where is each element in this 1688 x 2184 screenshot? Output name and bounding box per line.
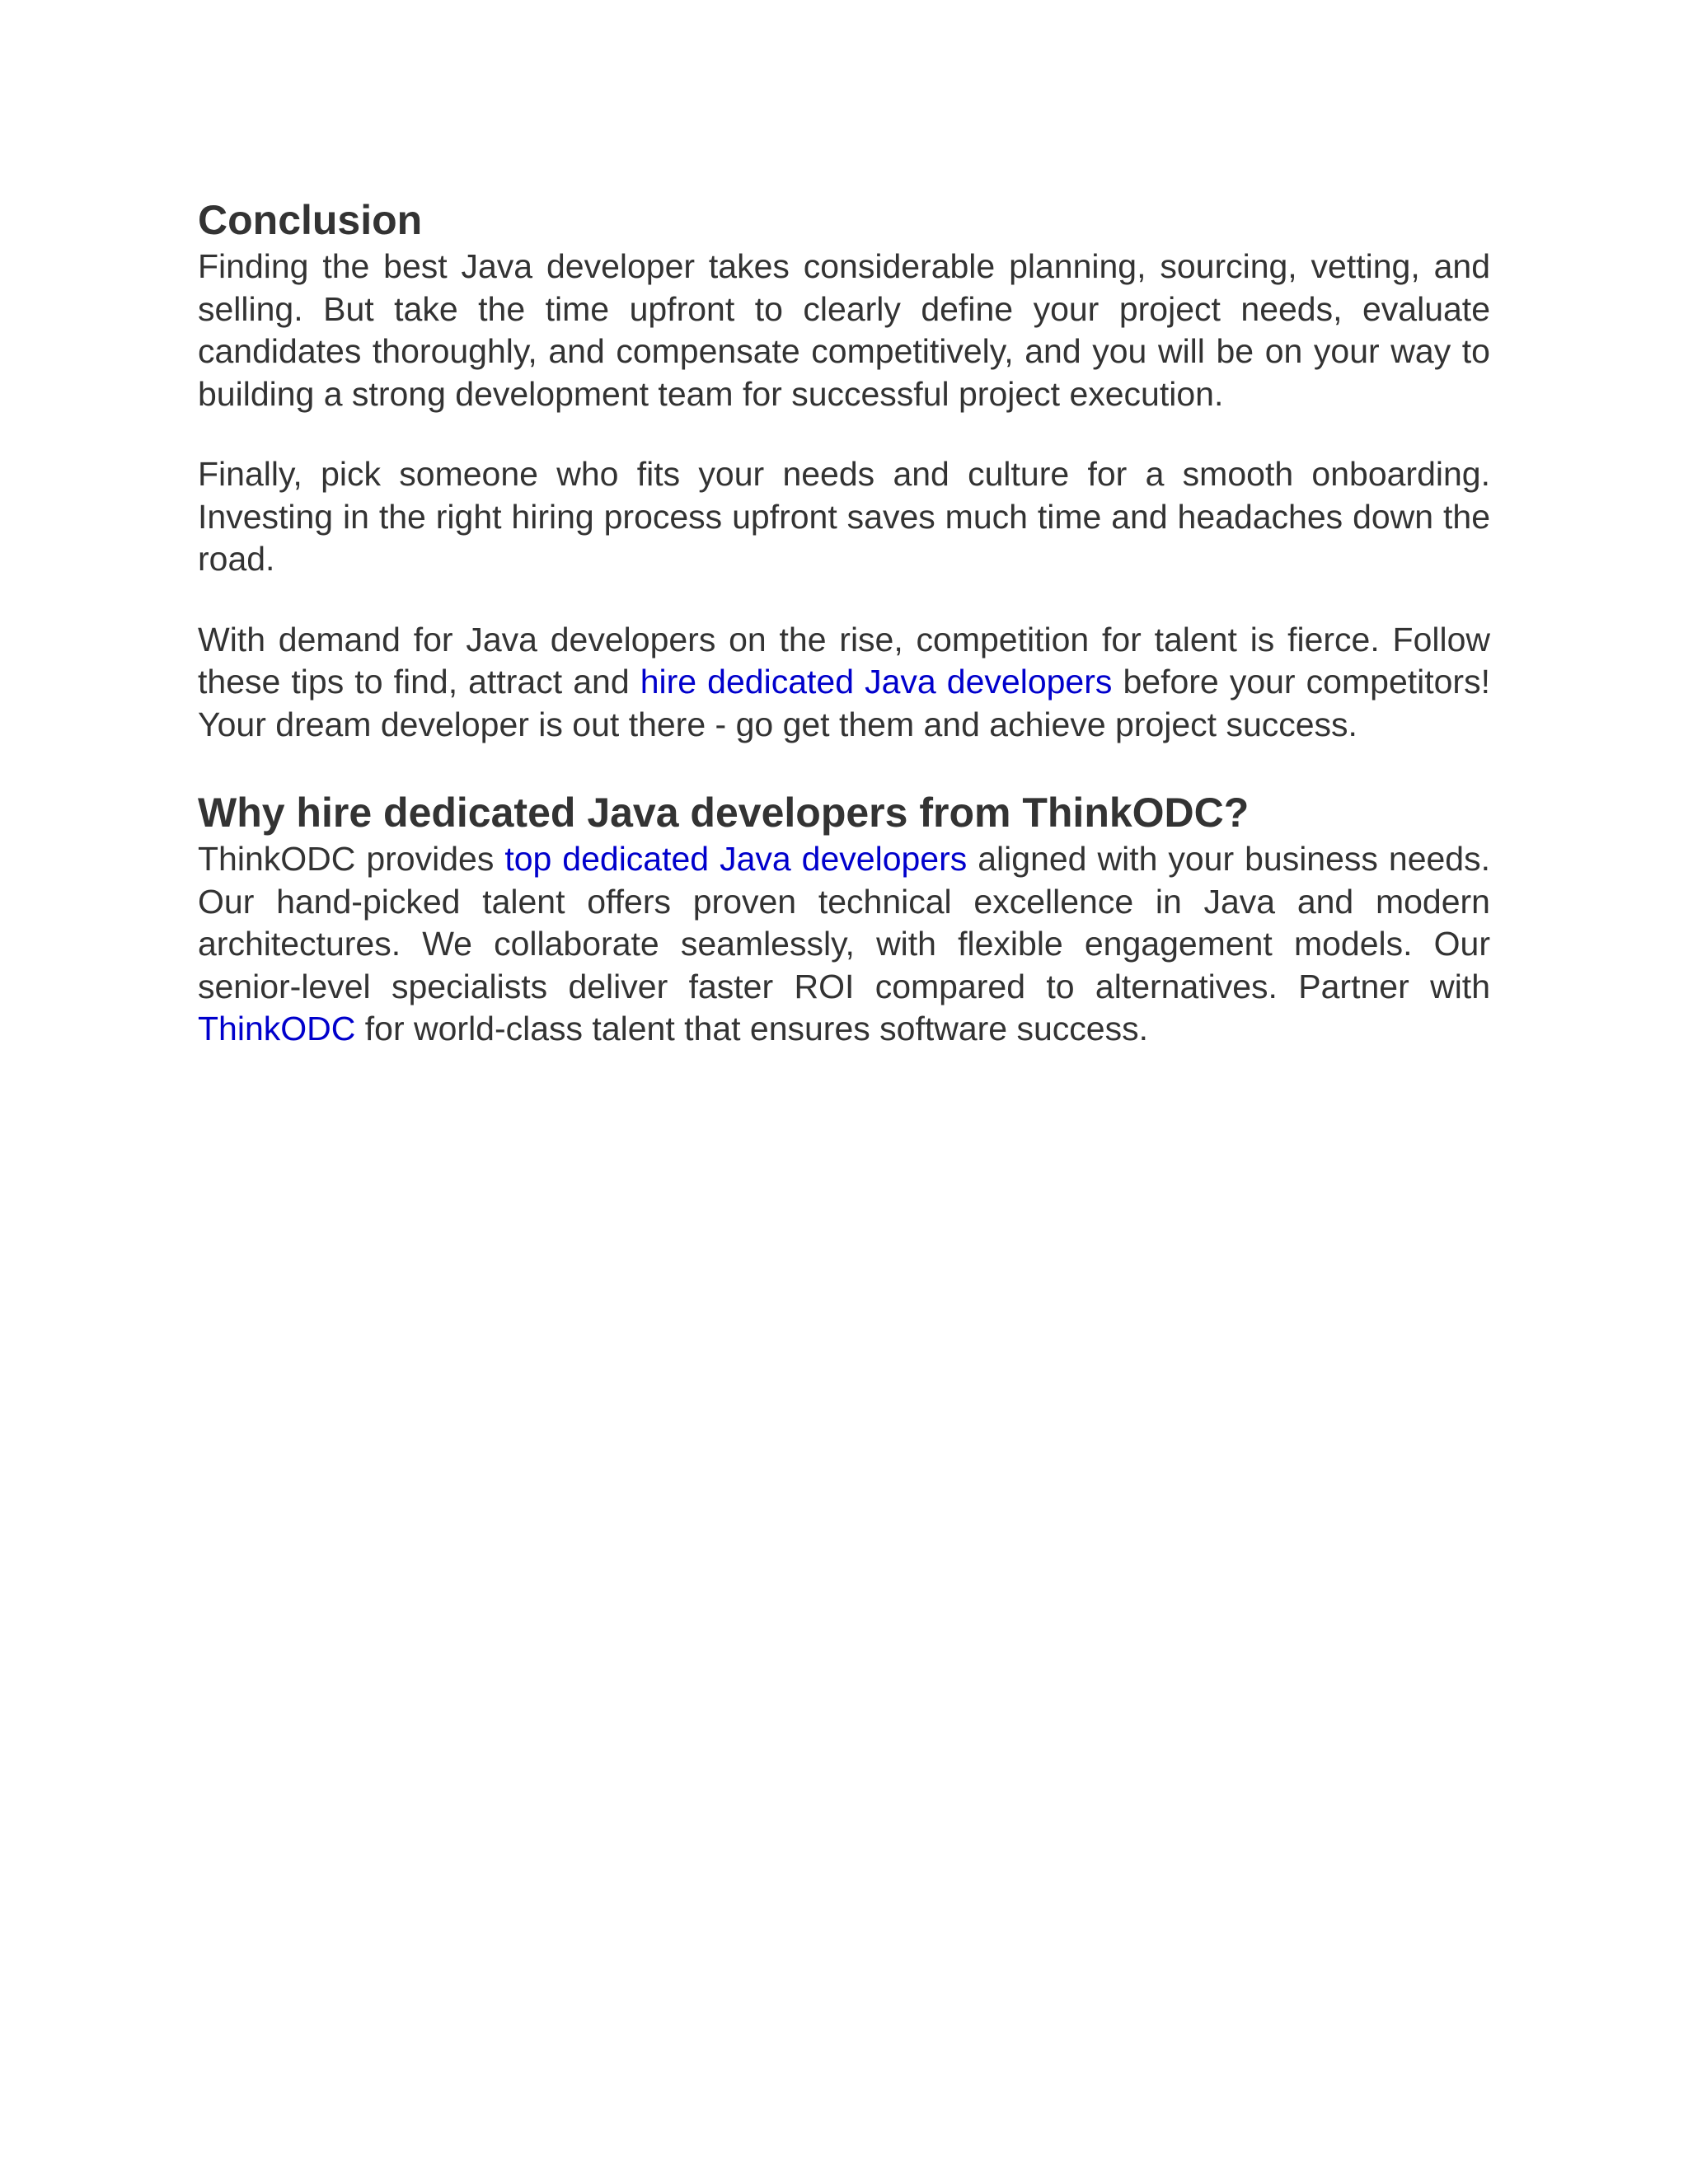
conclusion-paragraph-2: Finally, pick someone who fits your needs and culture for a smooth onboarding. Investing in the right hiring process upfront saves much time and headaches down the road. — [198, 455, 1490, 578]
conclusion-paragraph-1: Finding the best Java developer takes considerable planning, sourcing, vetting, and selling. But take the time upfront to clearly define your project needs, evaluate candidates thoroughly, and compensate competitively, and you will be on your way to building a strong development team for successful project execution. — [198, 247, 1490, 413]
conclusion-paragraph-3 — [198, 619, 1490, 747]
conclusion-paragraph-3-text-end: before your competitors! Your dream developer is out there - go get them and achieve project success. — [198, 663, 1490, 743]
why-paragraph-text-end: for world-class talent that ensures software success. — [355, 1010, 1148, 1047]
why-paragraph-text-start: ThinkODC provides — [198, 840, 505, 878]
why-paragraph-text-middle: aligned with your business needs. Our hand-picked talent offers proven technical excellence in Java and modern architectures. We collaborate seamlessly, with flexible engagement models. Our senior-level specialists deliver faster ROI compared to alternatives. Partner with — [198, 840, 1490, 1005]
why-thinkodc-paragraph — [198, 838, 1490, 1051]
why-thinkodc-heading: Why hire dedicated Java developers from ThinkODC? — [198, 790, 1250, 836]
hire-dedicated-java-developers-link[interactable]: hire dedicated Java developers — [640, 663, 1113, 701]
top-dedicated-java-developers-link[interactable]: top dedicated Java developers — [504, 840, 968, 878]
conclusion-paragraph-3-text-start: With demand for Java developers on the rise, competition for talent is fierce. Follow these tips to find, attract and — [198, 620, 1490, 701]
conclusion-heading: Conclusion — [198, 197, 423, 243]
document-page — [198, 194, 1490, 1051]
thinkodc-link[interactable]: ThinkODC — [198, 1010, 356, 1047]
